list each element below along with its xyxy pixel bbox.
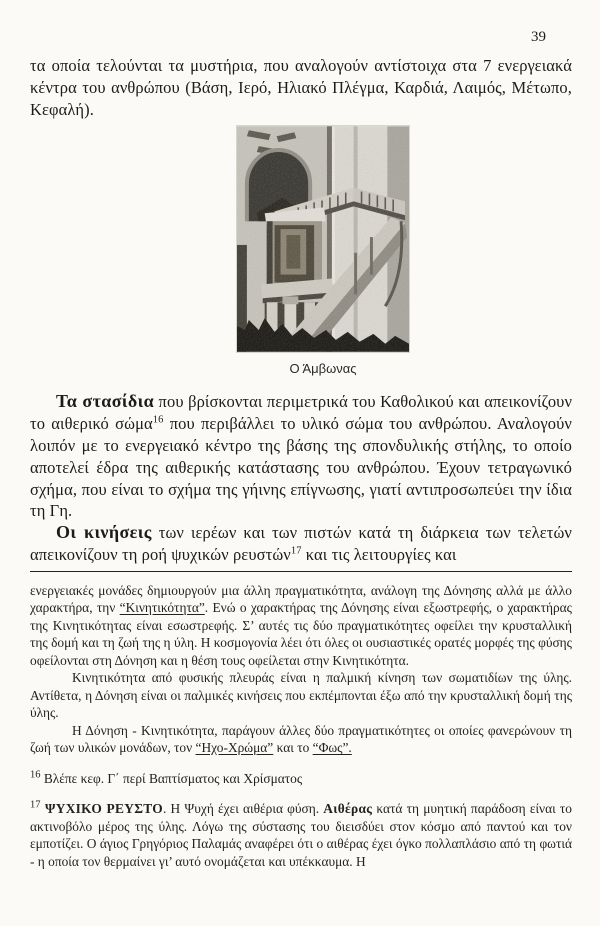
footnote-16-marker: 16 bbox=[30, 769, 41, 781]
text-run: που βρίσκονται περιμετρικά του Καθολικού και απεικονίζουν το αιθερικό σώμα bbox=[30, 392, 573, 434]
text-run: των ιερέων και των πιστών κατά τη διάρκεια των τελετών απεικονίζουν τη ροή ψυχικών ρευστών bbox=[30, 523, 572, 564]
text-run: και το bbox=[273, 740, 313, 756]
footnote-17 bbox=[30, 800, 572, 870]
text-run: Η Δόνηση - Κινητικότητα, παράγουν άλλες δύο πραγματικότητες οι οποίες φανερώνουν τη ζωή των υλικών μονάδων, τον bbox=[30, 722, 572, 756]
footnote-continuation-2: Κινητικότητα από φυσικής πλευράς είναι η παλμική κίνηση των σωματιδίων της ύλης. Αντίθετα, η Δόνηση είναι οι παλμικές κινήσεις που εκπέμπονται έξω από την κρυσταλλική δομή της ύλης. bbox=[30, 670, 572, 721]
paragraph-intro: τα οποία τελούνται τα μυστήρια, που αναλογούν αντίστοιχα στα 7 ενεργειακά κέντρα του ανθρώπου (Βάση, Ιερό, Ηλιακό Πλέγμα, Καρδιά, Λαιμός, Μέτωπο, Κεφαλή). bbox=[30, 56, 572, 119]
underlined-term-ichochroma: “Ηχο-Χρώμα” bbox=[195, 740, 274, 756]
underlined-term-fos: “Φως”. bbox=[312, 740, 352, 756]
footnote-17-marker: 17 bbox=[30, 799, 41, 811]
footnote-continuation-1 bbox=[30, 582, 572, 670]
figure bbox=[236, 125, 410, 353]
text-run: Βλέπε κεφ. Γ΄ περί Βαπτίσματος και Χρίσματος bbox=[40, 770, 303, 786]
paragraph-stasidia bbox=[30, 391, 572, 522]
page-number: 39 bbox=[531, 29, 546, 45]
text-run: και τις λειτουργίες και bbox=[301, 544, 457, 564]
footnote-17-term-aitheras: Αιθέρας bbox=[323, 801, 373, 817]
text-run: . Η Ψυχή έχει αιθέρια φύση. bbox=[162, 801, 324, 817]
text-run: . Ενώ ο χαρακτήρας της Δόνησης είναι εξωστρεφής, ο χαρακτήρας της Κινητικότητας είναι εσωστρεφής. Σ’ αυτές τις δύο πραγματικότητες οφείλει την κρυσταλλική της δομή και τη ζωή της η ύλη. Η κοσμογονία λέει ότι όλες οι ουσιαστικές ορατές μορφές της φύσης οφείλονται στη Δόνηση και η θέση τους οφείλεται στην Κινητικότητα. bbox=[30, 600, 572, 668]
pulpit-photo bbox=[236, 125, 410, 353]
footnote-continuation-3 bbox=[30, 722, 572, 757]
underlined-term-kinitikotita: “Κινητικότητα” bbox=[119, 600, 205, 616]
lead-word-kinisis: Οι κινήσεις bbox=[56, 522, 152, 543]
footnote-ref-16: 16 bbox=[152, 414, 164, 426]
footnote-ref-17: 17 bbox=[290, 545, 302, 557]
text-run: κατά τη μυητική παράδοση είναι το ακτινοβόλο μέρος της ύλης. Λόγω της σύστασης του διεισδύει στον κόσμο από παντού και τον εμποτίζει. Ο άγιος Γρηγόριος Παλαμάς αναφέρει ότι ο αιθέρας έχει όγκο πολλαπλάσιο από τη φωτιά - η οποία τον θερμαίνει γι’ αυτό ονομάζεται και υπέκκαυμα. Η bbox=[30, 801, 572, 869]
figure-caption: Ο Άμβωνας bbox=[289, 361, 357, 377]
footnote-separator bbox=[30, 571, 572, 572]
text-run: ενεργειακές μονάδες δημιουργούν μια άλλη πραγματικότητα, ανάλογη της Δόνησης αλλά με άλλο χαρακτήρα, την bbox=[30, 582, 572, 616]
lead-word-stasidia: Τα στασίδια bbox=[56, 391, 155, 412]
text-run: που περιβάλλει το υλικό σώμα του ανθρώπου. Αναλογούν λοιπόν με το ενεργειακό κέντρο της βάσης της σπονδυλικής στήλης, το οποίο αποτελεί έδρα της αιθερικής κατάστασης του ανθρώπου. Έχουν τετραγωνικό σχήμα, που είναι το σχήμα της γήινης επίγνωσης, γιατί αντιπροσωπεύει την ίδια τη Γη. bbox=[30, 414, 572, 521]
paragraph-kinisis bbox=[30, 522, 572, 566]
footnote-16 bbox=[30, 770, 572, 788]
footnote-17-term: ΨΥΧΙΚΟ ΡΕΥΣΤΟ bbox=[40, 801, 163, 817]
photo-grain-overlay bbox=[237, 127, 409, 352]
